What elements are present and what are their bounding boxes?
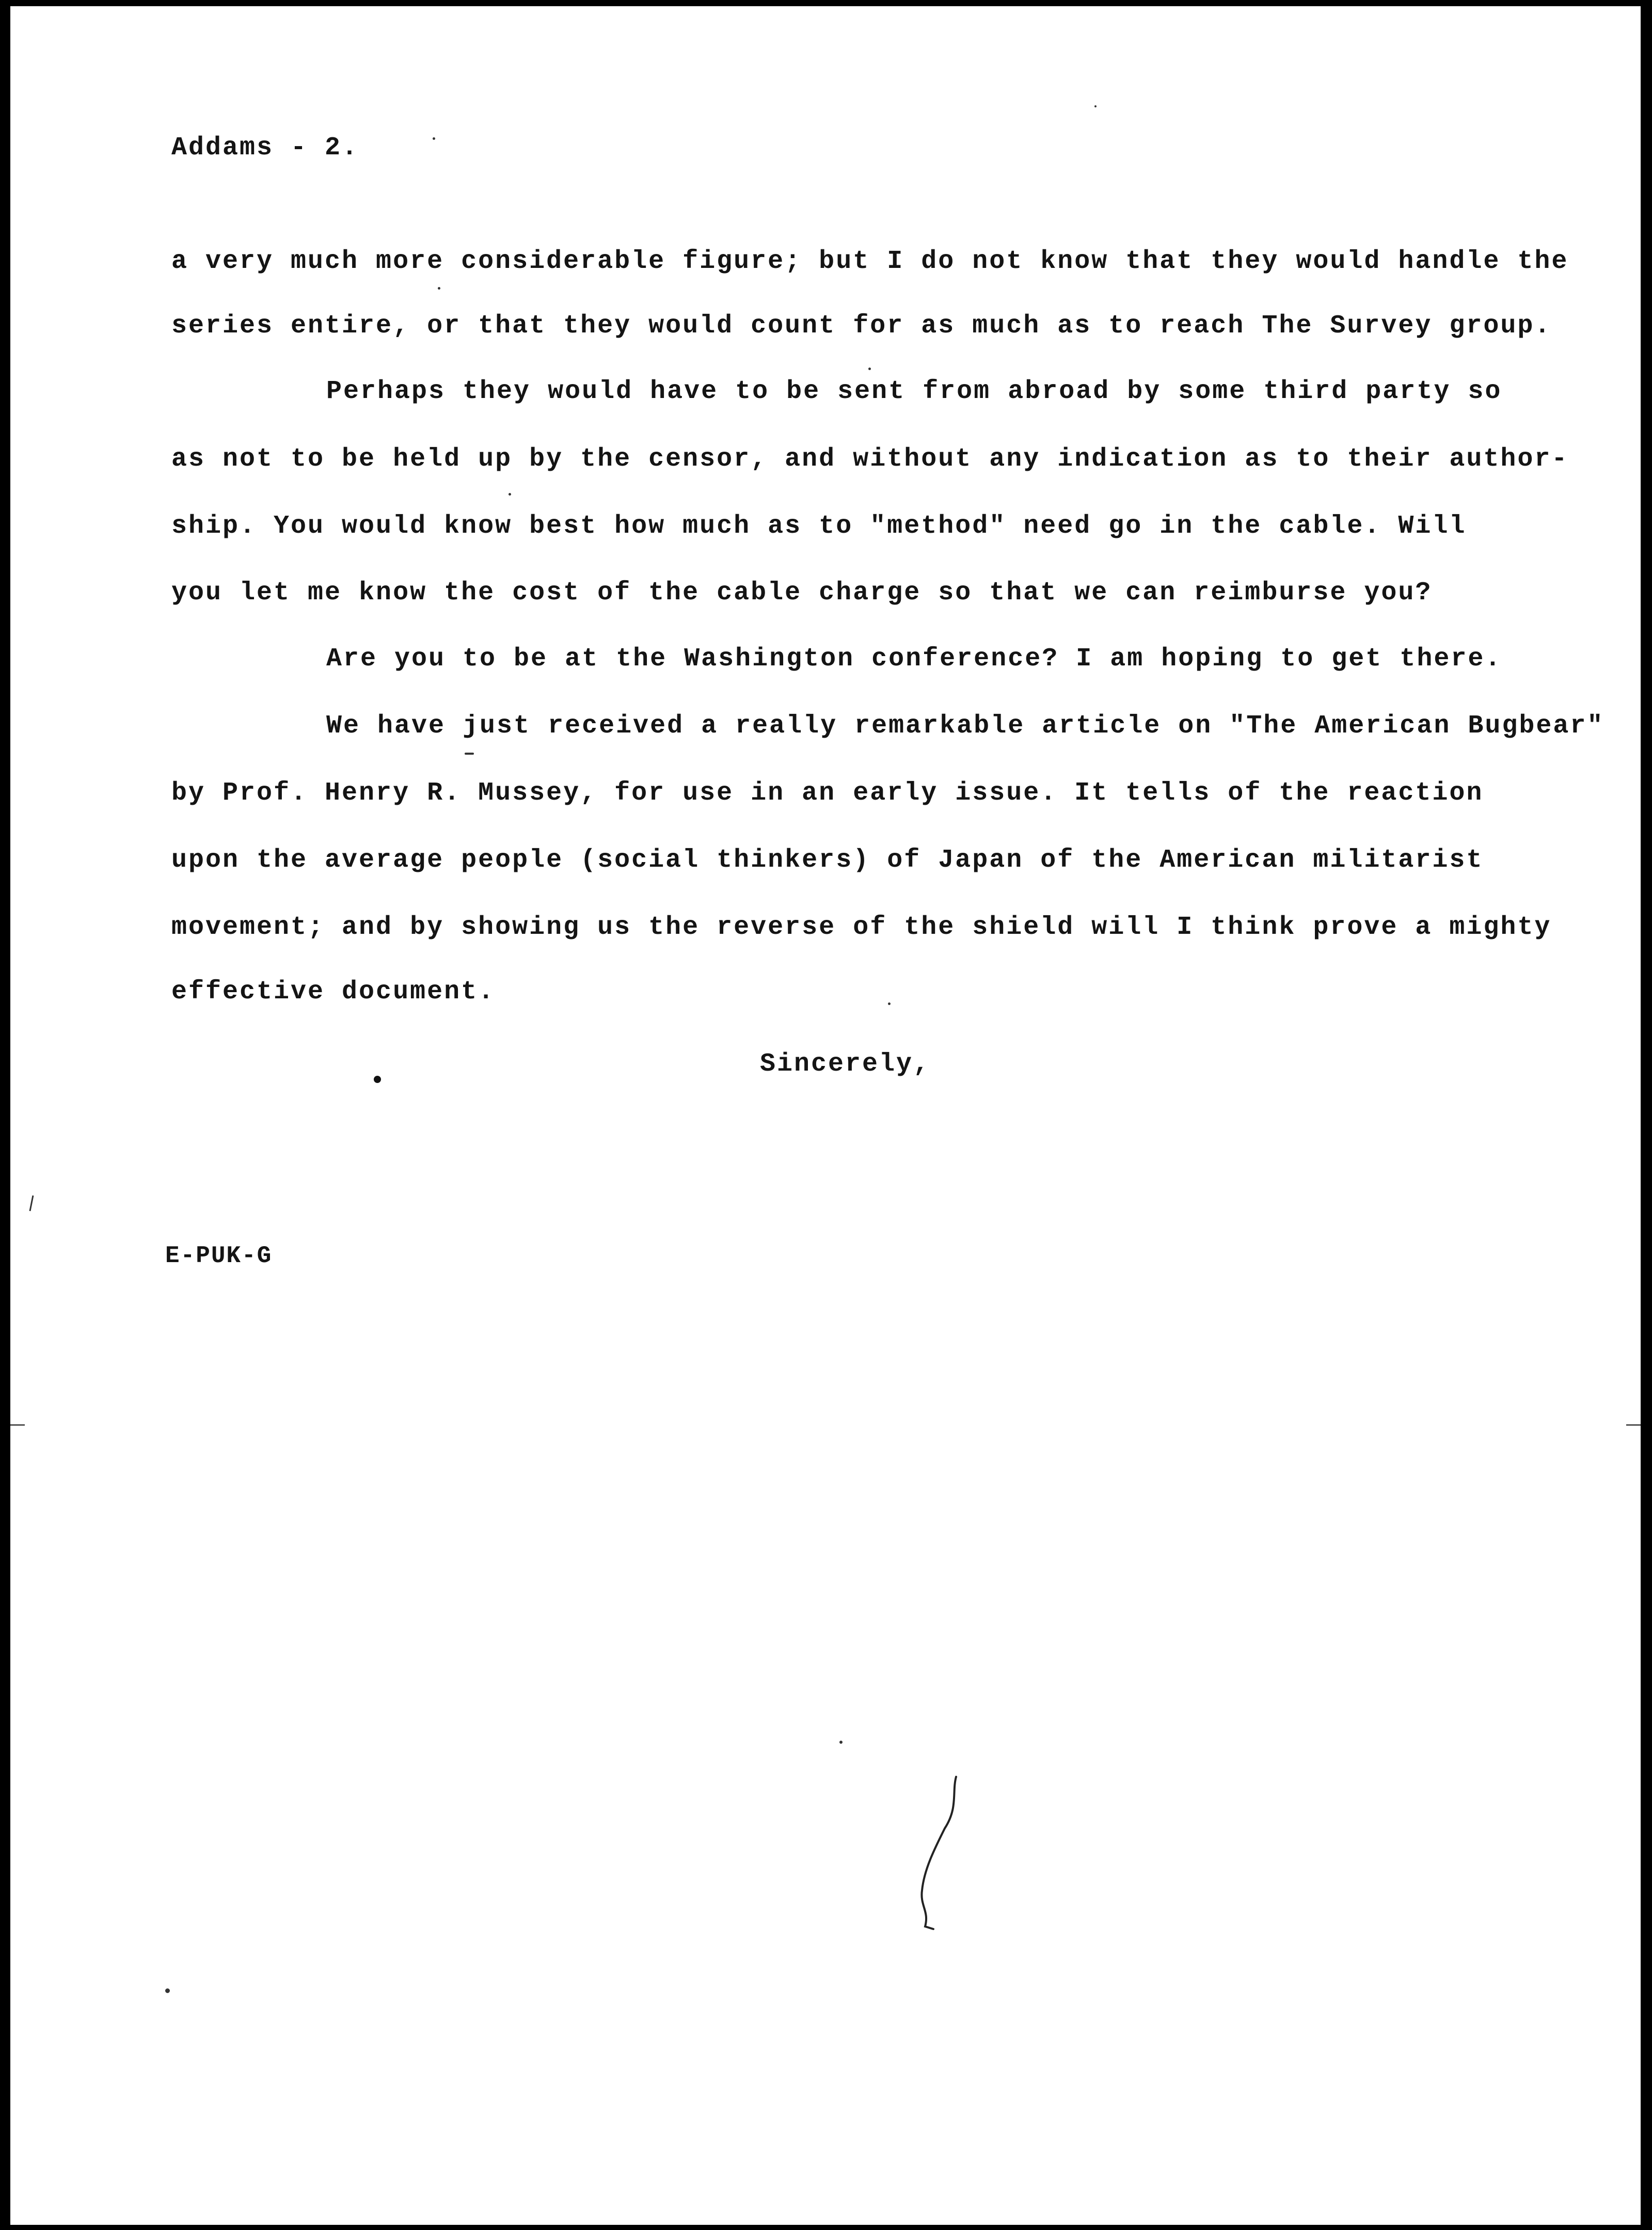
ink-dot	[433, 137, 435, 140]
body-line: Perhaps they would have to be sent from abroad by some third party so	[326, 377, 1502, 406]
ink-dot	[465, 753, 474, 755]
margin-tick	[26, 1193, 36, 1214]
body-line: as not to be held up by the censor, and without any indication as to their author-	[171, 444, 1569, 474]
fold-mark	[1626, 1424, 1641, 1426]
ink-dot	[1094, 105, 1097, 107]
ink-dot	[839, 1741, 843, 1744]
ink-dot	[509, 493, 511, 496]
body-line: movement; and by showing us the reverse of the shield will I think prove a mighty	[171, 913, 1552, 942]
ink-dot	[868, 368, 871, 370]
body-line: We have just received a really remarkable article on "The American Bugbear"	[326, 711, 1605, 741]
pencil-stroke	[909, 1772, 971, 1937]
body-line: upon the average people (social thinkers) of Japan of the American militarist	[171, 846, 1484, 875]
body-line: a very much more considerable figure; but I do not know that they would handle the	[171, 247, 1569, 276]
ink-dot	[888, 1002, 891, 1005]
body-line: ship. You would know best how much as to "method" need go in the cable. Will	[171, 512, 1467, 541]
reference-initials: E-PUK-G	[165, 1243, 273, 1269]
body-line: Are you to be at the Washington conference? I am hoping to get there.	[326, 644, 1502, 674]
fold-mark	[10, 1424, 25, 1426]
ink-dot	[438, 287, 440, 290]
ink-dot	[165, 1988, 170, 1993]
body-line: effective document.	[171, 977, 496, 1007]
letter-header: Addams - 2.	[171, 133, 359, 163]
closing: Sincerely,	[760, 1049, 931, 1079]
body-line: you let me know the cost of the cable charge so that we can reimburse you?	[171, 578, 1433, 608]
body-line: by Prof. Henry R. Mussey, for use in an early issue. It tells of the reaction	[171, 778, 1484, 808]
letter-page	[10, 6, 1641, 2225]
body-line: series entire, or that they would count for as much as to reach The Survey group.	[171, 311, 1552, 341]
ink-dot	[374, 1076, 381, 1083]
